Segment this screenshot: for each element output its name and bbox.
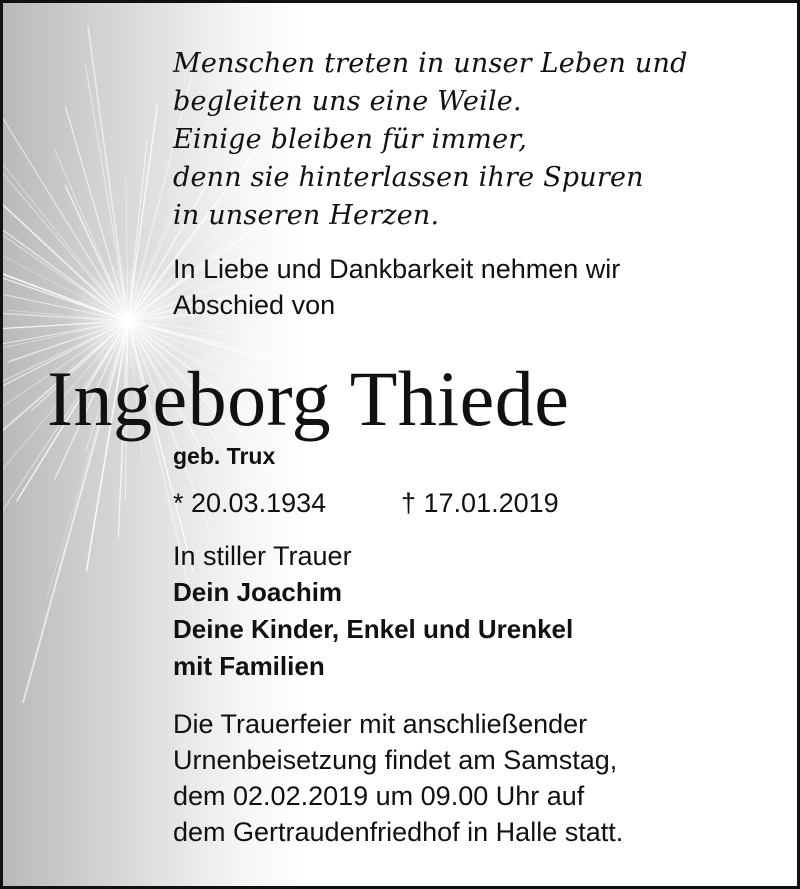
mourner-line: Dein Joachim — [173, 577, 343, 607]
poem-line: begleiten uns eine Weile. — [173, 86, 522, 117]
poem-line: denn sie hinterlassen ihre Spuren — [173, 162, 644, 193]
deceased-name: Ingeborg Thiede — [47, 355, 570, 442]
life-dates — [173, 485, 559, 521]
funeral-line: dem Gertraudenfriedhof in Halle statt. — [173, 817, 624, 847]
poem-line: in unseren Herzen. — [173, 200, 440, 231]
mourners-list — [173, 574, 573, 685]
poem-line: Menschen treten in unser Leben und — [173, 48, 688, 79]
intro-line: Abschied von — [173, 290, 336, 320]
mourner-line: Deine Kinder, Enkel und Urenkel — [173, 614, 574, 644]
intro-line: In Liebe und Dankbarkeit nehmen wir — [173, 254, 621, 284]
mourning-heading: In stiller Trauer — [173, 541, 352, 571]
birth-date: * 20.03.1934 — [173, 488, 327, 518]
funeral-line: Die Trauerfeier mit anschließender — [173, 709, 588, 739]
funeral-line: dem 02.02.2019 um 09.00 Uhr auf — [173, 781, 585, 811]
funeral-line: Urnenbeisetzung findet am Samstag, — [173, 745, 618, 775]
farewell-intro — [173, 251, 620, 323]
poem-line: Einige bleiben für immer, — [173, 124, 528, 155]
maiden-name: geb. Trux — [173, 443, 276, 469]
funeral-notice — [173, 706, 623, 850]
poem — [173, 45, 688, 235]
death-date: † 17.01.2019 — [401, 488, 559, 518]
mourner-line: mit Familien — [173, 651, 325, 681]
